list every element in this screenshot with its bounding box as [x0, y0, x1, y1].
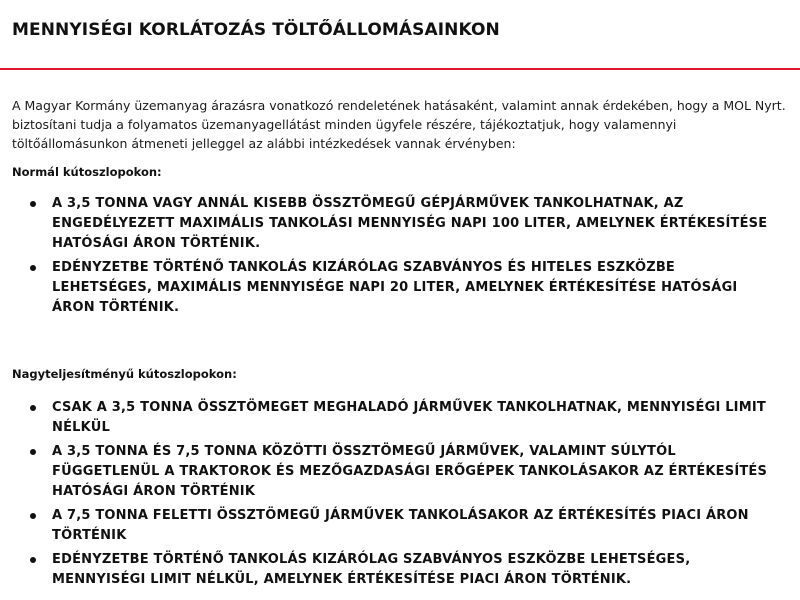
list-item-text: EDÉNYZETBE TÖRTÉNŐ TANKOLÁS KIZÁRÓLAG SZABVÁNYOS ESZKÖZBE LEHETSÉGES, MENNYISÉGI LIMIT NÉLKÜL, AMELYNEK ÉRTÉKESÍTÉSE PIACI ÁRON TÖRTÉNIK. [52, 552, 691, 587]
bullet-dot-icon [30, 557, 36, 563]
list-item-text: A 3,5 TONNA VAGY ANNÁL KISEBB ÖSSZTÖMEGŰ GÉPJÁRMŰVEK TANKOLHATNAK, AZ ENGEDÉLYEZETT MAXIMÁLIS TANKOLÁSI MENNYISÉG NAPI 100 LITER, AMELYNEK ÉRTÉKESÍTÉSE HATÓSÁGI ÁRON TÖRTÉNIK. [52, 196, 768, 251]
bullet-dot-icon [30, 265, 36, 271]
list-item [30, 194, 770, 254]
intro-paragraph: A Magyar Kormány üzemanyag árazásra vonatkozó rendeletének hatásaként, valamint annak érdekében, hogy a MOL Nyrt. biztosítani tudja a folyamatos üzemanyagellátást minden ügyfele részére, tájékoztatjuk, hogy valamennyi töltőállomásunkon átmeneti jelleggel az alábbi intézkedések vannak érvényben: [12, 98, 786, 151]
list-item [30, 258, 770, 318]
list-item-text: A 7,5 TONNA FELETTI ÖSSZTÖMEGŰ JÁRMŰVEK TANKOLÁSAKOR AZ ÉRTÉKESÍTÉS PIACI ÁRON TÖRTÉNIK [52, 508, 749, 543]
title-divider [0, 68, 800, 70]
list-item [30, 442, 770, 502]
bullet-dot-icon [30, 405, 36, 411]
section-label-high-performance-pumps: Nagyteljesítményű kútoszlopokon: [12, 367, 237, 381]
list-item [30, 550, 770, 590]
normal-pumps-rules-list [30, 194, 770, 322]
list-item-text: CSAK A 3,5 TONNA ÖSSZTÖMEGET MEGHALADÓ JÁRMŰVEK TANKOLHATNAK, MENNYISÉGI LIMIT NÉLKÜL [52, 400, 766, 435]
list-item-text: EDÉNYZETBE TÖRTÉNŐ TANKOLÁS KIZÁRÓLAG SZABVÁNYOS ÉS HITELES ESZKÖZBE LEHETSÉGES, MAXIMÁLIS MENNYISÉGE NAPI 20 LITER, AMELYNEK ÉRTÉKESÍTÉSE HATÓSÁGI ÁRON TÖRTÉNIK. [52, 260, 738, 315]
bullet-dot-icon [30, 201, 36, 207]
list-item [30, 398, 770, 438]
list-item [30, 506, 770, 546]
bullet-dot-icon [30, 513, 36, 519]
bullet-dot-icon [30, 449, 36, 455]
high-performance-pumps-rules-list [30, 398, 770, 594]
section-label-normal-pumps: Normál kútoszlopokon: [12, 165, 162, 179]
list-item-text: A 3,5 TONNA ÉS 7,5 TONNA KÖZÖTTI ÖSSZTÖMEGŰ JÁRMŰVEK, VALAMINT SÚLYTÓL FÜGGETLENÜL A TRAKTOROK ÉS MEZŐGAZDASÁGI ERŐGÉPEK TANKOLÁSAKOR AZ ÉRTÉKESÍTÉS HATÓSÁGI ÁRON TÖRTÉNIK [52, 444, 768, 499]
page-title: MENNYISÉGI KORLÁTOZÁS TÖLTŐÁLLOMÁSAINKON [12, 20, 500, 40]
